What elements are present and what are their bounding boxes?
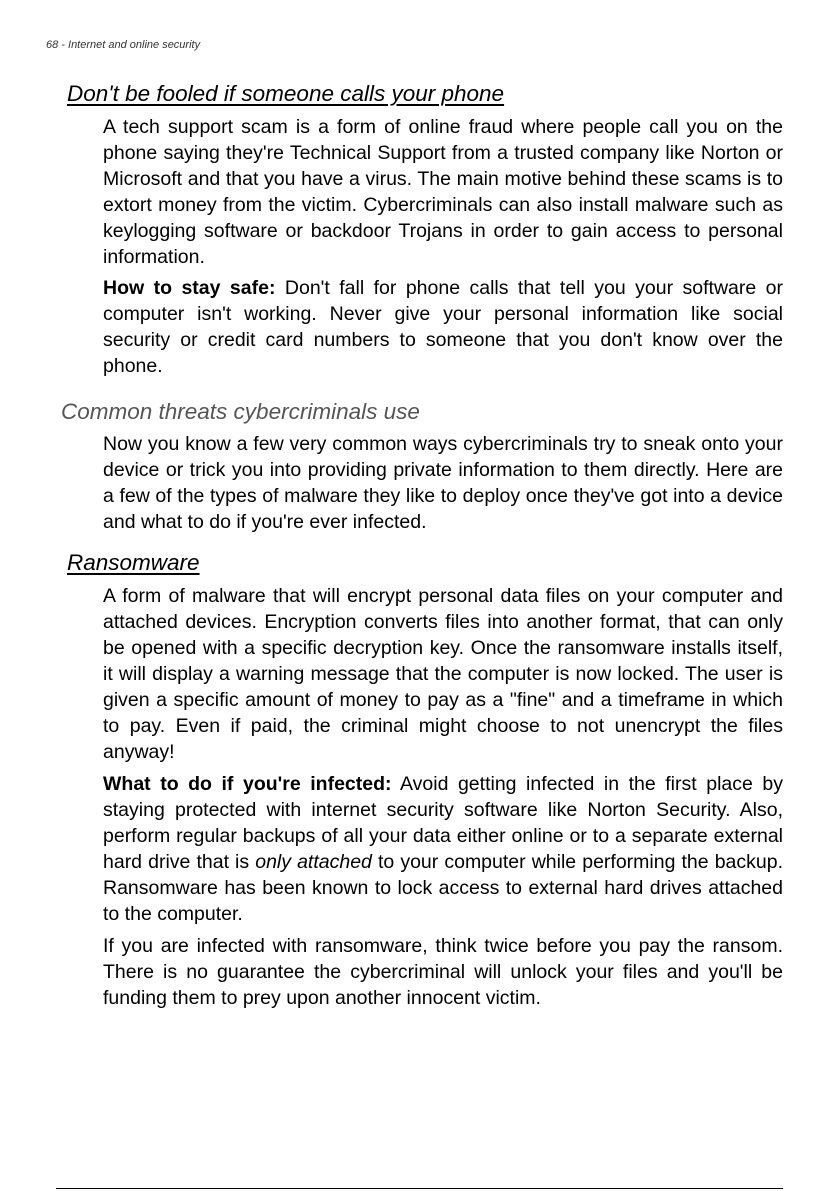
running-header: 68 - Internet and online security (46, 39, 201, 51)
label-what-to-do-if-infected: What to do if you're infected: (103, 773, 392, 795)
paragraph-what-to-do-if-infected (103, 771, 783, 927)
text-how-to-stay-safe: Don't fall for phone calls that tell you your software or computer isn't working. Never give your personal information like social security or credit card numbers to someone that you don't know over the phone. (103, 277, 783, 377)
paragraph-tech-support-scam: A tech support scam is a form of online fraud where people call you on the phone saying they're Technical Support from a trusted company like Norton or Microsoft and that you have a virus. The main motive behind these scams is to extort money from the victim. Cybercriminals can also install malware such as keylogging software or backdoor Trojans in order to gain access to personal information. (103, 116, 783, 268)
heading-ransomware: Ransomware (67, 550, 200, 575)
paragraph-ransomware-description: A form of malware that will encrypt personal data files on your computer and attached devices. Encryption converts files into another format, that can only be opened with a specific decryption key. Once the ransomware installs itself, it will display a warning message that the computer is now locked. The user is given a specific amount of money to pay as a "fine" and a timeframe in which to pay. Even if paid, the criminal might choose to not unencrypt the files anyway! (103, 585, 783, 763)
text-infected-emphasis: only attached (255, 851, 372, 873)
paragraph-common-threats: Now you know a few very common ways cybercriminals try to sneak onto your device or trick you into providing private information to them directly. Here are a few of the types of malware they like to deploy once they've got into a device and what to do if you're ever infected. (103, 433, 783, 533)
paragraph-how-to-stay-safe (103, 275, 783, 379)
heading-common-threats: Common threats cybercriminals use (61, 399, 420, 424)
heading-phone-scam: Don't be fooled if someone calls your phone (67, 81, 505, 106)
footer-divider (56, 1188, 783, 1189)
label-how-to-stay-safe: How to stay safe: (103, 277, 276, 299)
paragraph-ransom-advice: If you are infected with ransomware, think twice before you pay the ransom. There is no guarantee the cybercriminal will unlock your files and you'll be funding them to prey upon another innocent victim. (103, 935, 783, 1009)
text-infected-part-1: Avoid getting infected in the first place by staying protected with internet security software like Norton Security. Also, perform regular backups of all your data either online or to a separate external hard drive that is (103, 773, 783, 873)
text-infected-part-2: to your computer while performing the backup. Ransomware has been known to lock access to external hard drives attached to the computer. (103, 851, 783, 925)
